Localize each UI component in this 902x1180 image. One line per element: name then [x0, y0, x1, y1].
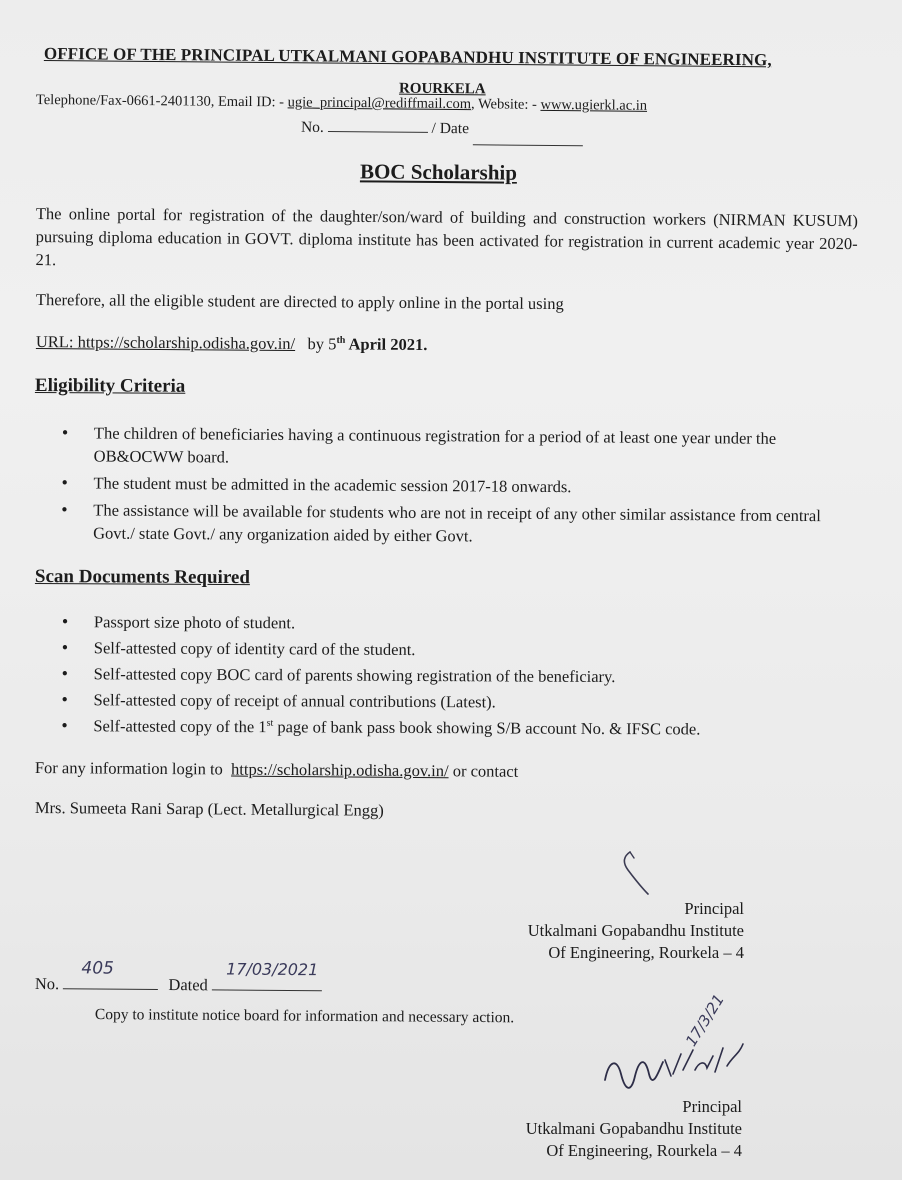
dispatch-no-field — [63, 958, 158, 990]
no-label: No. — [300, 118, 324, 136]
dispatch-date-value: 17/03/2021 — [226, 959, 319, 980]
signatory-line2: Of Engineering, Rourkela – 4 — [548, 943, 744, 962]
last-item-post: page of bank pass book showing S/B account No. & IFSC code. — [273, 717, 701, 739]
list-item: • Self-attested copy of identity card of the student. — [36, 636, 848, 663]
dispatch-no-label: No. — [34, 973, 60, 994]
list-item — [35, 714, 847, 741]
reference-number-line — [301, 117, 583, 139]
dispatch-date-field — [212, 959, 322, 991]
list-item: • Self-attested copy BOC card of parents showing registration of the beneficiary. — [36, 662, 848, 689]
dispatch-line — [34, 958, 322, 996]
eligibility-heading: Eligibility Criteria — [34, 375, 186, 397]
info-suffix: or contact — [452, 761, 519, 781]
intro-paragraph: The online portal for registration of the daughter/son/ward of building and construction workers (NIRMAN KUSUM) pursuing diploma education in GOVT. diploma institute has been activated for registration in current academic year 2020-21. — [35, 203, 858, 270]
contact-line — [36, 92, 647, 115]
info-line — [35, 758, 518, 782]
copy-note: Copy to institute notice board for information and necessary action. — [94, 1006, 515, 1027]
website-label: , Website: - — [470, 96, 541, 113]
dispatch-no-value: 405 — [81, 958, 114, 979]
signatory2-line2: Of Engineering, Rourkela – 4 — [546, 1141, 742, 1160]
deadline-date: April 2021. — [345, 334, 428, 355]
documents-heading: Scan Documents Required — [34, 566, 250, 589]
institute-city: ROURKELA — [398, 80, 486, 98]
deadline-sup: th — [336, 334, 346, 346]
portal-url-link[interactable]: URL: https://scholarship.odisha.gov.in/ — [35, 332, 296, 354]
portal-url-line — [36, 332, 428, 355]
signatory-title: Principal — [684, 899, 744, 918]
list-item: • The student must be admitted in the academic session 2017-18 onwards. — [35, 471, 847, 500]
institute-title: OFFICE OF THE PRINCIPAL UTKALMANI GOPABANDHU INSTITUTE OF ENGINEERING, — [43, 44, 772, 70]
list-item: • The children of beneficiaries having a continuous registration for a period of at least one year under the OB&OCWW board. — [36, 421, 848, 473]
info-url-link[interactable]: https://scholarship.odisha.gov.in/ — [231, 759, 449, 781]
signatory2-title: Principal — [682, 1097, 742, 1116]
deadline-by: by 5 — [307, 334, 337, 354]
last-item-pre: Self-attested copy of the 1 — [93, 716, 267, 737]
list-item: • Passport size photo of student. — [36, 610, 848, 637]
signature-mark-1 — [612, 848, 662, 898]
notice-title: BOC Scholarship — [359, 159, 518, 185]
no-blank — [328, 117, 428, 133]
list-item: • The assistance will be available for students who are not in receipt of any other similar assistance from central Govt./ state Govt./ any organization aided by either Govt. — [35, 498, 847, 550]
signature-block-1 — [684, 898, 744, 920]
date-blank — [473, 130, 583, 146]
telephone-text: Telephone/Fax-0661-2401130, Email ID: - — [35, 92, 288, 111]
last-item-sup: st — [266, 717, 274, 729]
date-label: / Date — [431, 119, 470, 138]
eligibility-list — [35, 421, 848, 554]
dispatch-dated-label: Dated — [168, 975, 208, 995]
signatory-line1: Utkalmani Gopabandhu Institute — [527, 921, 744, 940]
signatory2-line1: Utkalmani Gopabandhu Institute — [525, 1119, 742, 1138]
info-prefix: For any information login to — [34, 758, 223, 779]
list-item: • Self-attested copy of receipt of annual contributions (Latest). — [35, 688, 847, 715]
contact-person: Mrs. Sumeeta Rani Sarap (Lect. Metallurgical Engg) — [34, 798, 384, 820]
handwritten-date: 17/3/21 — [682, 990, 728, 1050]
email-link[interactable]: ugie_principal@rediffmail.com — [287, 94, 472, 113]
documents-list — [35, 610, 848, 744]
direction-text: Therefore, all the eligible student are directed to apply online in the portal using — [35, 290, 564, 314]
website-link[interactable]: www.ugierkl.ac.in — [540, 96, 648, 114]
